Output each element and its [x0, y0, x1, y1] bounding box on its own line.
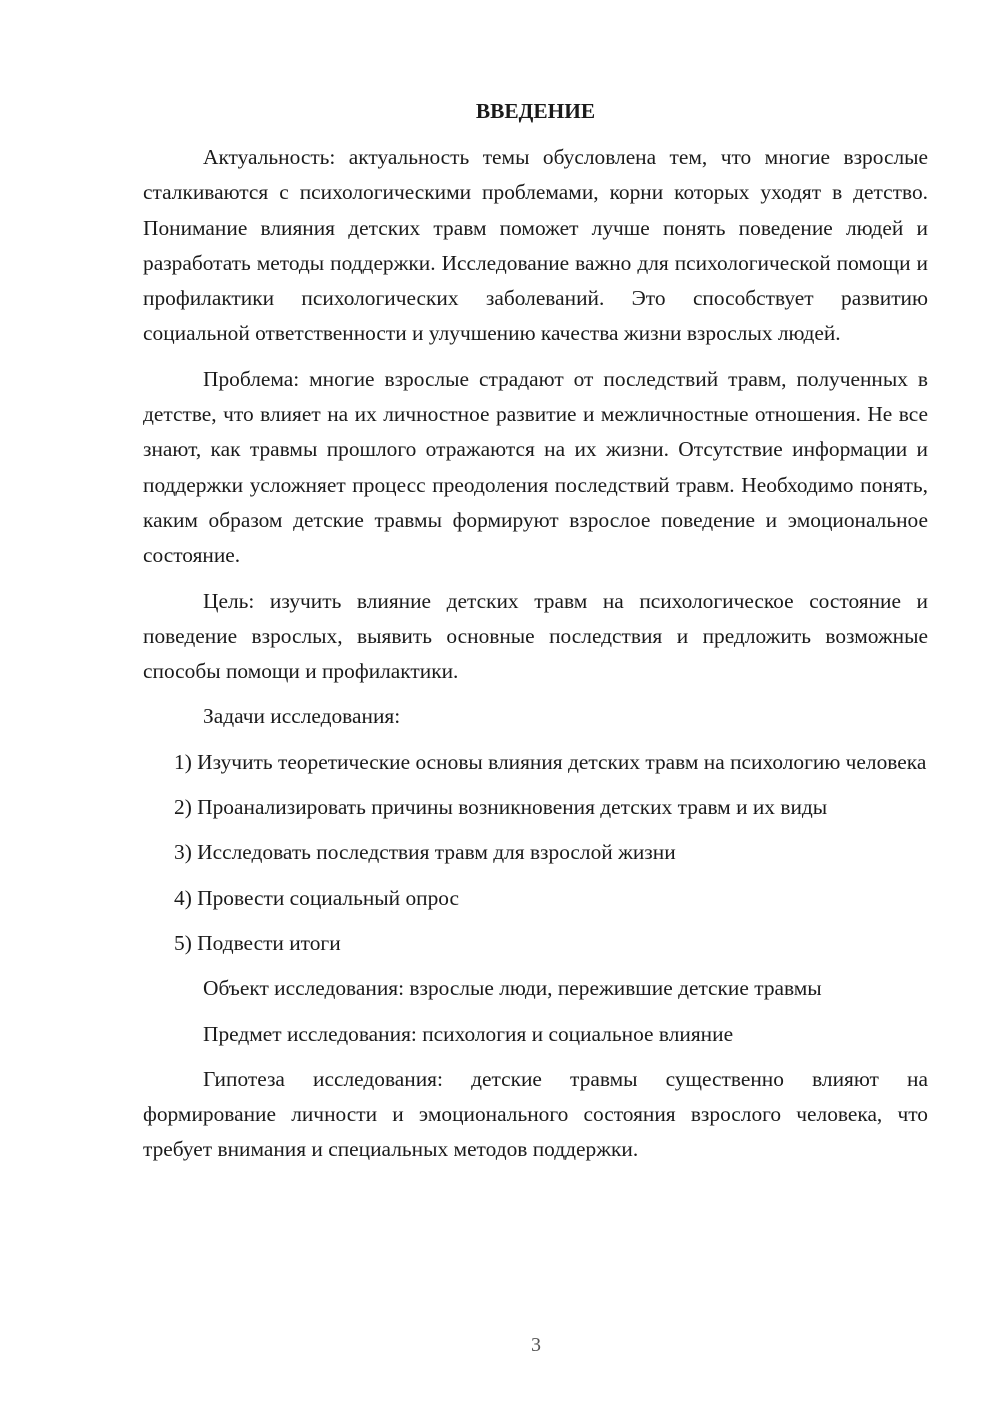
- research-object: Объект исследования: взрослые люди, пережившие детские травмы: [203, 976, 822, 1001]
- relevance-paragraph: Актуальность: актуальность темы обусловлена тем, что многие взрослые сталкиваются с психологическими проблемами, корни которых уходят в детство. Понимание влияния детских травм поможет лучше понять поведение людей и разработать методы поддержки. Исследование важно для психологической помощи и профилактики психологических заболеваний. Это способствует развитию социальной ответственности и улучшению качества жизни взрослых людей.: [143, 145, 928, 346]
- task-item-2: 2) Проанализировать причины возникновения детских травм и их виды: [174, 795, 828, 820]
- goal-paragraph: Цель: изучить влияние детских травм на психологическое состояние и поведение взрослых, выявить основные последствия и предложить возможные способы помощи и профилактики.: [143, 588, 928, 684]
- page-number: 3: [531, 1334, 541, 1356]
- document-body: [143, 94, 928, 1178]
- problem-paragraph: Проблема: многие взрослые страдают от последствий травм, полученных в детстве, что влияет на их личностное развитие и межличностные отношения. Не все знают, как травмы прошлого отражаются на их жизни. Отсутствие информации и поддержки усложняет процесс преодоления последствий травм. Необходимо понять, каким образом детские травмы формируют взрослое поведение и эмоциональное состояние.: [143, 366, 928, 568]
- tasks-intro: Задачи исследования:: [203, 704, 401, 729]
- task-item-1: 1) Изучить теоретические основы влияния детских травм на психологию человека: [174, 749, 927, 774]
- task-item-4: 4) Провести социальный опрос: [174, 885, 460, 910]
- research-hypothesis: Гипотеза исследования: детские травмы существенно влияют на формирование личности и эмоционального состояния взрослого человека, что требует внимания и специальных методов поддержки.: [143, 1066, 928, 1162]
- section-heading: ВВЕДЕНИЕ: [475, 99, 596, 123]
- task-item-5: 5) Подвести итоги: [174, 930, 341, 955]
- task-item-3: 3) Исследовать последствия травм для взрослой жизни: [174, 840, 676, 865]
- research-subject: Предмет исследования: психология и социальное влияние: [203, 1021, 734, 1046]
